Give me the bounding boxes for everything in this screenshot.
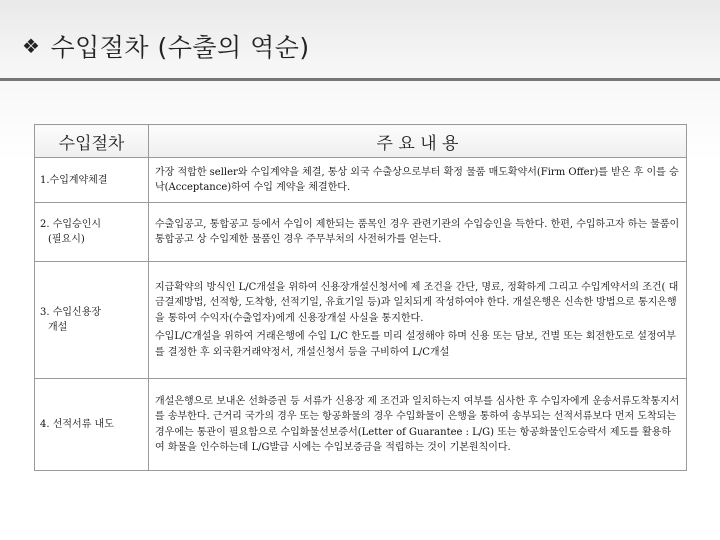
step-content [149,262,687,379]
table-row [35,158,687,203]
step-content-paragraph: 가장 적합한 seller와 수입계약을 체결, 통상 외국 수출상으로부터 확정 물품 매도확약서(Firm Offer)를 받은 후 이를 승낙(Acceptance)하여 수입 계약을 체결한다. [155,166,679,193]
step-label-line: 4. 선적서류 내도 [40,419,114,430]
slide-title [22,28,310,64]
step-content-paragraph: 지급확약의 방식인 L/C개설을 위하여 신용장개설신청서에 제 조건을 간단, 명료, 정확하게 그리고 수입계약서의 조건( 대금결제방법, 선적항, 도착항, 선적기일, 유효기일 등)과 일치되게 작성하여야 한다. 개설은행은 신속한 방법으로 통지은행을 통하여 수익자(수출업자)에게 신용장개설 사실을 통지한다. [155,281,679,324]
step-label-line: 1.수입계약체결 [40,174,108,186]
header-procedure: 수입절차 [35,125,149,158]
diamond-bullet-icon: ❖ [22,34,41,58]
step-content [149,158,687,203]
step-label [35,203,149,262]
step-label [35,158,149,203]
import-procedure-table [34,124,687,471]
step-content-paragraph: 수출입공고, 통합공고 등에서 수입이 제한되는 품목인 경우 관련기관의 수입승인을 득한다. 한편, 수입하고자 하는 물품이 통합공고 상 수입제한 물품인 경우 주무부처의 사전허가를 얻는다. [155,218,680,245]
step-label [35,262,149,379]
title-divider [0,78,720,81]
step-label-line: 3. 수입신용장 [40,307,102,318]
step-label-line: (필요시) [48,234,85,245]
table-row [35,203,687,262]
step-label-line: 개설 [48,322,68,333]
table-row [35,262,687,379]
step-label-line: 2. 수입승인시 [40,219,102,230]
step-content-paragraph: 수입L/C개설을 위하여 거래은행에 수입 L/C 한도를 미리 설정해야 하며 신용 또는 담보, 건별 또는 회전한도로 설정여부를 결정한 후 외국환거래약정서, 개설신청서 등을 구비하여 L/C개설 [155,331,676,358]
step-label [35,379,149,471]
header-main-content: 주 요 내 용 [149,125,687,158]
slide-title-text: 수입절차 (수출의 역순) [50,33,310,62]
step-content-paragraph: 개설은행으로 보내온 선화증권 등 서류가 신용장 제 조건과 일치하는지 여부를 심사한 후 수입자에게 운송서류도착통지서를 송부한다. 근거리 국가의 경우 또는 항공화물의 경우 수입화물이 은행을 통하여 송부되는 선적서류보다 먼저 도착되는 경우에는 통관이 필요함으로 수입화물선보증서(Letter of Guarantee : L/G) 또는 항공화물인도승락서 제도를 활용하여 화물을 인수하는데 L/G발급 시에는 수입보증금을 적립하는 것이 기본원칙이다. [155,395,680,453]
table-header-row [35,125,687,158]
step-content [149,379,687,471]
table-row [35,379,687,471]
step-content [149,203,687,262]
